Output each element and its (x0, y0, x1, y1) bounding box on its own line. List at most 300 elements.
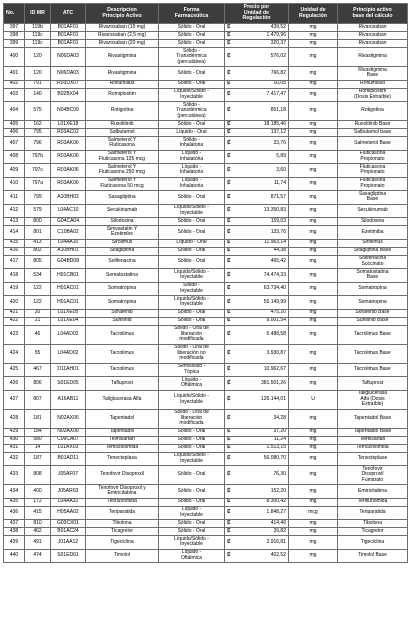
cell-principio-activo: Secukinumab (86, 204, 159, 218)
table-row (4, 24, 408, 32)
cell-atc: H01AC01 (51, 296, 86, 310)
price-amount: 18.185,46 (263, 120, 286, 127)
cell-unidad: mg (289, 536, 338, 550)
cell-atc: B01AC24 (51, 528, 86, 536)
price-amount: 320,37 (270, 39, 286, 46)
cell-forma-farmaceutica: Sólido - Oral (159, 436, 225, 444)
table-row (4, 40, 408, 48)
cell-id-mr: 579 (25, 204, 51, 218)
currency-symbol: ₡ (227, 217, 231, 224)
price-amount: 137,12 (270, 128, 286, 135)
cell-unidad: mg (289, 549, 338, 563)
cell-atc: R03AK06 (51, 164, 86, 178)
table-row (4, 121, 408, 129)
cell-no: 436 (4, 506, 25, 520)
cell-atc: N04BC09 (51, 102, 86, 121)
currency-symbol: ₡ (227, 379, 231, 386)
cell-forma-farmaceutica: Sólido - Oral (159, 218, 225, 226)
cell-unidad: mg (289, 191, 338, 205)
price-amount: 133,76 (270, 228, 286, 235)
cell-forma-farmaceutica: Líquido - Inyectable (159, 506, 225, 520)
cell-precio (225, 549, 289, 563)
cell-precio (225, 436, 289, 444)
cell-atc: H05AA02 (51, 506, 86, 520)
price-amount: 465,42 (270, 258, 286, 265)
cell-id-mr: 795 (25, 129, 51, 137)
cell-unidad: mg (289, 80, 338, 88)
cell-unidad: mg (289, 226, 338, 240)
cell-principio-activo: Rotigotina (86, 102, 159, 121)
cell-atc: G04BD08 (51, 255, 86, 269)
cell-principio-activo: Temozolomida (86, 444, 159, 452)
currency-symbol: ₡ (227, 527, 231, 534)
cell-no: 416 (4, 247, 25, 255)
cell-base-calculo: Fluticasona Propionato (338, 177, 408, 191)
cell-base-calculo: Saxagliptina Base (338, 191, 408, 205)
cell-forma-farmaceutica: Líquido - Oftálmica (159, 549, 225, 563)
cell-no: 428 (4, 409, 25, 428)
cell-unidad: mg (289, 137, 338, 151)
cell-base-calculo: Rivaroxaban (338, 40, 408, 48)
price-amount: 576,02 (270, 53, 286, 60)
cell-base-calculo: Rivastigmina (338, 48, 408, 67)
cell-precio (225, 282, 289, 296)
cell-principio-activo: Sunitinib (86, 317, 159, 325)
price-amount: 56.080,70 (263, 455, 286, 462)
cell-id-mr: 805 (25, 255, 51, 269)
price-amount: 10.962,67 (263, 366, 286, 373)
price-amount: 11,74 (273, 180, 286, 187)
cell-no: 430 (4, 436, 25, 444)
cell-id-mr: 122 (25, 296, 51, 310)
currency-symbol: ₡ (227, 166, 231, 173)
cell-principio-activo: Roflumilast (86, 80, 159, 88)
cell-unidad: mg (289, 40, 338, 48)
cell-atc: C10BA02 (51, 226, 86, 240)
cell-precio (225, 204, 289, 218)
table-row (4, 325, 408, 344)
currency-symbol: ₡ (227, 285, 231, 292)
price-amount: 37,20 (273, 428, 286, 435)
cell-precio (225, 40, 289, 48)
cell-id-mr: 806 (25, 377, 51, 391)
cell-precio (225, 137, 289, 151)
cell-id-mr: 791 (25, 80, 51, 88)
cell-id-mr: 797b (25, 150, 51, 164)
cell-unidad: mg (289, 32, 338, 40)
table-row (4, 32, 408, 40)
cell-unidad: mg (289, 498, 338, 506)
cell-base-calculo: Romiplostim (Dosis Extraíble) (338, 88, 408, 102)
cell-principio-activo: Teriflunomida (86, 498, 159, 506)
cell-principio-activo: Rivastigmina (86, 48, 159, 67)
cell-id-mr: 119c (25, 32, 51, 40)
cell-no: 440 (4, 549, 25, 563)
currency-symbol: ₡ (227, 107, 231, 114)
cell-principio-activo: Tenecteplasa (86, 452, 159, 466)
cell-forma-farmaceutica: Líquido/Sólido - Inyectable (159, 88, 225, 102)
price-amount: 55.149,99 (263, 298, 286, 305)
currency-symbol: ₡ (227, 487, 231, 494)
currency-symbol: ₡ (227, 247, 231, 254)
price-amount: 3.930,87 (266, 349, 286, 356)
currency-symbol: ₡ (227, 455, 231, 462)
price-amount: 33,76 (273, 139, 286, 146)
price-amount: 2.916,81 (266, 538, 286, 545)
cell-atc: J05AR03 (51, 485, 86, 499)
cell-principio-activo: Tacrolimus (86, 344, 159, 363)
cell-precio (225, 32, 289, 40)
table-row (4, 102, 408, 121)
cell-precio (225, 177, 289, 191)
table-row (4, 191, 408, 205)
table-row (4, 344, 408, 363)
cell-forma-farmaceutica: Sólido - Oral (159, 247, 225, 255)
currency-symbol: ₡ (227, 471, 231, 478)
cell-forma-farmaceutica: Líquido - Inhalatoria (159, 150, 225, 164)
cell-principio-activo: Tenofovir Disoproxil (86, 466, 159, 485)
price-amount: 44,38 (273, 247, 286, 254)
cell-principio-activo: Teriparatida (86, 506, 159, 520)
price-amount: 152,20 (270, 487, 286, 494)
table-row (4, 520, 408, 528)
cell-id-mr: 801 (25, 226, 51, 240)
cell-precio (225, 226, 289, 240)
cell-precio (225, 317, 289, 325)
table-row (4, 390, 408, 409)
price-amount: 402,52 (270, 552, 286, 559)
price-amount: 11.963,14 (264, 239, 286, 246)
cell-forma-farmaceutica: Líquido/Sólido - Inyectable (159, 296, 225, 310)
cell-precio (225, 88, 289, 102)
cell-principio-activo: Salmeterol Y Fluticasona (86, 137, 159, 151)
cell-id-mr: 810 (25, 520, 51, 528)
table-row (4, 309, 408, 317)
table-row (4, 88, 408, 102)
cell-id-mr: 46 (25, 325, 51, 344)
cell-id-mr: 140 (25, 88, 51, 102)
cell-principio-activo: Tafluprost (86, 377, 159, 391)
cell-forma-farmaceutica: Líquido/Sólido - Inyectable (159, 269, 225, 283)
cell-precio (225, 129, 289, 137)
cell-precio (225, 520, 289, 528)
cell-principio-activo: Saxagliptina (86, 191, 159, 205)
cell-no: 398 (4, 32, 25, 40)
cell-no: 411 (4, 191, 25, 205)
cell-no: 437 (4, 520, 25, 528)
price-amount: 159,03 (270, 217, 286, 224)
regulated-prices-table (3, 3, 408, 563)
cell-forma-farmaceutica: Sólido - Oral (159, 32, 225, 40)
header-precio: Precio por Unidad de Regulación (225, 4, 289, 24)
table-row (4, 282, 408, 296)
header-id-mr: ID MR (25, 4, 51, 24)
cell-unidad: mg (289, 204, 338, 218)
table-row (4, 506, 408, 520)
cell-base-calculo: Secukinumab (338, 204, 408, 218)
cell-forma-farmaceutica: Sólido - Oral (159, 498, 225, 506)
cell-unidad: U (289, 390, 338, 409)
cell-precio (225, 164, 289, 178)
currency-symbol: ₡ (227, 298, 231, 305)
cell-no: 410 (4, 177, 25, 191)
cell-principio-activo: Tacrolimus (86, 363, 159, 377)
cell-unidad: mg (289, 436, 338, 444)
price-amount: 381.501,26 (260, 379, 286, 386)
cell-unidad: mg (289, 269, 338, 283)
cell-precio (225, 506, 289, 520)
cell-base-calculo: Ruxolitinib Base (338, 121, 408, 129)
cell-forma-farmaceutica: Líquido - Inhalatoria (159, 177, 225, 191)
cell-id-mr: 580 (25, 436, 51, 444)
cell-unidad: mg (289, 309, 338, 317)
cell-id-mr: 534 (25, 269, 51, 283)
cell-principio-activo: Silodosina (86, 218, 159, 226)
cell-atc: G04CA04 (51, 218, 86, 226)
cell-precio (225, 344, 289, 363)
currency-symbol: ₡ (227, 330, 231, 337)
cell-no: 425 (4, 363, 25, 377)
cell-unidad: mg (289, 67, 338, 81)
cell-id-mr: 400 (25, 485, 51, 499)
cell-id-mr: 120 (25, 48, 51, 67)
cell-no: 401 (4, 67, 25, 81)
header-atc: ATC (51, 4, 86, 24)
cell-principio-activo: Taliglucerasa Alfa (86, 390, 159, 409)
cell-no: 406 (4, 129, 25, 137)
cell-atc: L04AA10 (51, 239, 86, 247)
currency-symbol: ₡ (227, 271, 231, 278)
cell-forma-farmaceutica: Líquido/Sólido - Inyectable (159, 204, 225, 218)
cell-precio (225, 102, 289, 121)
cell-forma-farmaceutica: Sólido - Oral de liberación modificada (159, 325, 225, 344)
cell-id-mr: 119c (25, 40, 51, 48)
cell-forma-farmaceutica: Sólido - Oral (159, 466, 225, 485)
cell-id-mr: 122 (25, 282, 51, 296)
price-amount: 475,20 (270, 309, 286, 316)
cell-no: 399 (4, 40, 25, 48)
cell-unidad: mcg (289, 506, 338, 520)
cell-principio-activo: Sirolimus (86, 239, 159, 247)
cell-unidad: mg (289, 466, 338, 485)
cell-unidad: mg (289, 444, 338, 452)
cell-forma-farmaceutica: Sólido - Inyectable (159, 282, 225, 296)
cell-forma-farmaceutica: Líquido - Oftálmica (159, 377, 225, 391)
cell-atc: L04AD02 (51, 344, 86, 363)
cell-base-calculo: Salmeterol Base (338, 137, 408, 151)
cell-atc: J05AF07 (51, 466, 86, 485)
cell-base-calculo: Tapentadol Base (338, 428, 408, 436)
cell-no: 434 (4, 485, 25, 499)
cell-forma-farmaceutica: Líquido/Sólido - Inyectable (159, 390, 225, 409)
cell-no: 405 (4, 121, 25, 129)
cell-id-mr: 796 (25, 137, 51, 151)
cell-precio (225, 239, 289, 247)
cell-base-calculo: Roflumilast (338, 80, 408, 88)
cell-precio (225, 536, 289, 550)
cell-forma-farmaceutica: Sólido - Oral (159, 255, 225, 269)
price-amount: 13.350,83 (263, 207, 286, 214)
cell-principio-activo: Telmisartan (86, 436, 159, 444)
table-row (4, 317, 408, 325)
header-no: No. (4, 4, 25, 24)
cell-base-calculo: Sirolimus (338, 239, 408, 247)
cell-unidad: mg (289, 150, 338, 164)
cell-id-mr: 172 (25, 498, 51, 506)
cell-precio (225, 466, 289, 485)
table-row (4, 239, 408, 247)
cell-no: 429 (4, 428, 25, 436)
cell-id-mr: 800 (25, 218, 51, 226)
cell-forma-farmaceutica: Sólido - Oral (159, 80, 225, 88)
cell-unidad: mg (289, 164, 338, 178)
cell-forma-farmaceutica: Sólido - Oral de liberación modificada (159, 409, 225, 428)
cell-base-calculo: Sitagliptina Base (338, 247, 408, 255)
cell-principio-activo: Somatropina (86, 296, 159, 310)
cell-no: 433 (4, 466, 25, 485)
cell-forma-farmaceutica: Sólido - Oral (159, 24, 225, 32)
currency-symbol: ₡ (227, 153, 231, 160)
table-body (4, 24, 408, 563)
cell-id-mr: 20 (25, 309, 51, 317)
cell-id-mr: 799 (25, 191, 51, 205)
price-amount: 439,52 (270, 23, 286, 30)
table-row (4, 428, 408, 436)
cell-no: 400 (4, 48, 25, 67)
cell-principio-activo: Romiplostim (86, 88, 159, 102)
cell-base-calculo: Temozolomida (338, 444, 408, 452)
cell-unidad: mg (289, 255, 338, 269)
table-row (4, 409, 408, 428)
cell-principio-activo: Sorafenib (86, 309, 159, 317)
price-amount: 74.474,33 (263, 271, 286, 278)
currency-symbol: ₡ (227, 309, 231, 316)
cell-no: 403 (4, 88, 25, 102)
cell-principio-activo: Salmeterol Y Fluticasona 250 mcg (86, 164, 159, 178)
table-row (4, 466, 408, 485)
cell-principio-activo: Tibolona (86, 520, 159, 528)
cell-atc: L01AX03 (51, 444, 86, 452)
cell-no: 427 (4, 390, 25, 409)
price-amount: 76,30 (273, 471, 286, 478)
cell-base-calculo: Taliglucerasa Alfa (Dosis Extraíble) (338, 390, 408, 409)
cell-no: 402 (4, 80, 25, 88)
cell-forma-farmaceutica: Sólido - Oral (159, 191, 225, 205)
cell-no: 422 (4, 317, 25, 325)
cell-unidad: mg (289, 102, 338, 121)
currency-symbol: ₡ (227, 31, 231, 38)
cell-atc: L01XE05 (51, 309, 86, 317)
cell-id-mr: 575 (25, 102, 51, 121)
cell-unidad: mg (289, 528, 338, 536)
cell-base-calculo: Rotigotina (338, 102, 408, 121)
cell-principio-activo: Salmeterol Y Fluticasona 50 mcg (86, 177, 159, 191)
cell-no: 413 (4, 218, 25, 226)
cell-forma-farmaceutica: Líquido/Sólido - Inyectable (159, 452, 225, 466)
price-amount: 1.479,96 (266, 31, 286, 38)
cell-base-calculo: Emtricitabina (338, 485, 408, 499)
price-amount: 7.417,47 (266, 91, 286, 98)
cell-base-calculo: Teriparatida (338, 506, 408, 520)
cell-unidad: mg (289, 88, 338, 102)
cell-no: 412 (4, 204, 25, 218)
cell-atc: L01XE04 (51, 317, 86, 325)
currency-symbol: ₡ (227, 552, 231, 559)
cell-precio (225, 24, 289, 32)
cell-forma-farmaceutica: Líquido - Inhalatoria (159, 164, 225, 178)
cell-id-mr: 120 (25, 67, 51, 81)
cell-base-calculo: Rivastigmina Base (338, 67, 408, 81)
table-row (4, 444, 408, 452)
cell-base-calculo: Silodosina (338, 218, 408, 226)
cell-no: 423 (4, 325, 25, 344)
cell-base-calculo: Rivaroxaban (338, 24, 408, 32)
cell-forma-farmaceutica: Sólido - Oral (159, 121, 225, 129)
cell-id-mr: 808 (25, 466, 51, 485)
cell-principio-activo: Rivaroxaban (15 mg) (86, 24, 159, 32)
cell-base-calculo: Tacrolimus Base (338, 325, 408, 344)
cell-id-mr: 181 (25, 409, 51, 428)
cell-id-mr: 467 (25, 363, 51, 377)
cell-atc: B02BX04 (51, 88, 86, 102)
currency-symbol: ₡ (227, 69, 231, 76)
cell-base-calculo: Salbutamol base (338, 129, 408, 137)
cell-no: 404 (4, 102, 25, 121)
cell-precio (225, 377, 289, 391)
cell-atc: D11AH01 (51, 363, 86, 377)
cell-unidad: mg (289, 428, 338, 436)
header-unidad: Unidad de Regulación (289, 4, 338, 24)
cell-base-calculo: Fluticasona Propionato (338, 164, 408, 178)
cell-atc: A16AB11 (51, 390, 86, 409)
table-row (4, 452, 408, 466)
cell-no: 421 (4, 309, 25, 317)
cell-forma-farmaceutica: Sólido - Oral (159, 40, 225, 48)
cell-atc: H01CB01 (51, 269, 86, 283)
table-row (4, 436, 408, 444)
cell-precio (225, 452, 289, 466)
currency-symbol: ₡ (227, 498, 231, 505)
cell-no: 415 (4, 239, 25, 247)
cell-no: 424 (4, 344, 25, 363)
cell-base-calculo: Somatropina (338, 296, 408, 310)
price-amount: 871,57 (270, 193, 286, 200)
cell-forma-farmaceutica: Sólido - Oral de liberación no modificada (159, 344, 225, 363)
cell-precio (225, 191, 289, 205)
cell-principio-activo: Somatropina (86, 282, 159, 296)
cell-id-mr: 474 (25, 549, 51, 563)
price-amount: 851,18 (270, 107, 286, 114)
cell-precio (225, 409, 289, 428)
table-row (4, 247, 408, 255)
cell-no: 407 (4, 137, 25, 151)
price-amount: 11,24 (273, 436, 286, 443)
cell-precio (225, 269, 289, 283)
cell-base-calculo: Ticagrelor (338, 528, 408, 536)
price-amount: 126.144,01 (260, 395, 286, 402)
cell-base-calculo: Telmisartan (338, 436, 408, 444)
cell-id-mr: 119b (25, 24, 51, 32)
currency-symbol: ₡ (227, 80, 231, 87)
table-row (4, 67, 408, 81)
currency-symbol: ₡ (227, 414, 231, 421)
cell-principio-activo: Simvastatin Y Ezetimibe (86, 226, 159, 240)
cell-no: 439 (4, 536, 25, 550)
cell-base-calculo: Teriflunomida (338, 498, 408, 506)
cell-id-mr: 491 (25, 536, 51, 550)
cell-id-mr: 162 (25, 121, 51, 129)
cell-id-mr: 797c (25, 164, 51, 178)
